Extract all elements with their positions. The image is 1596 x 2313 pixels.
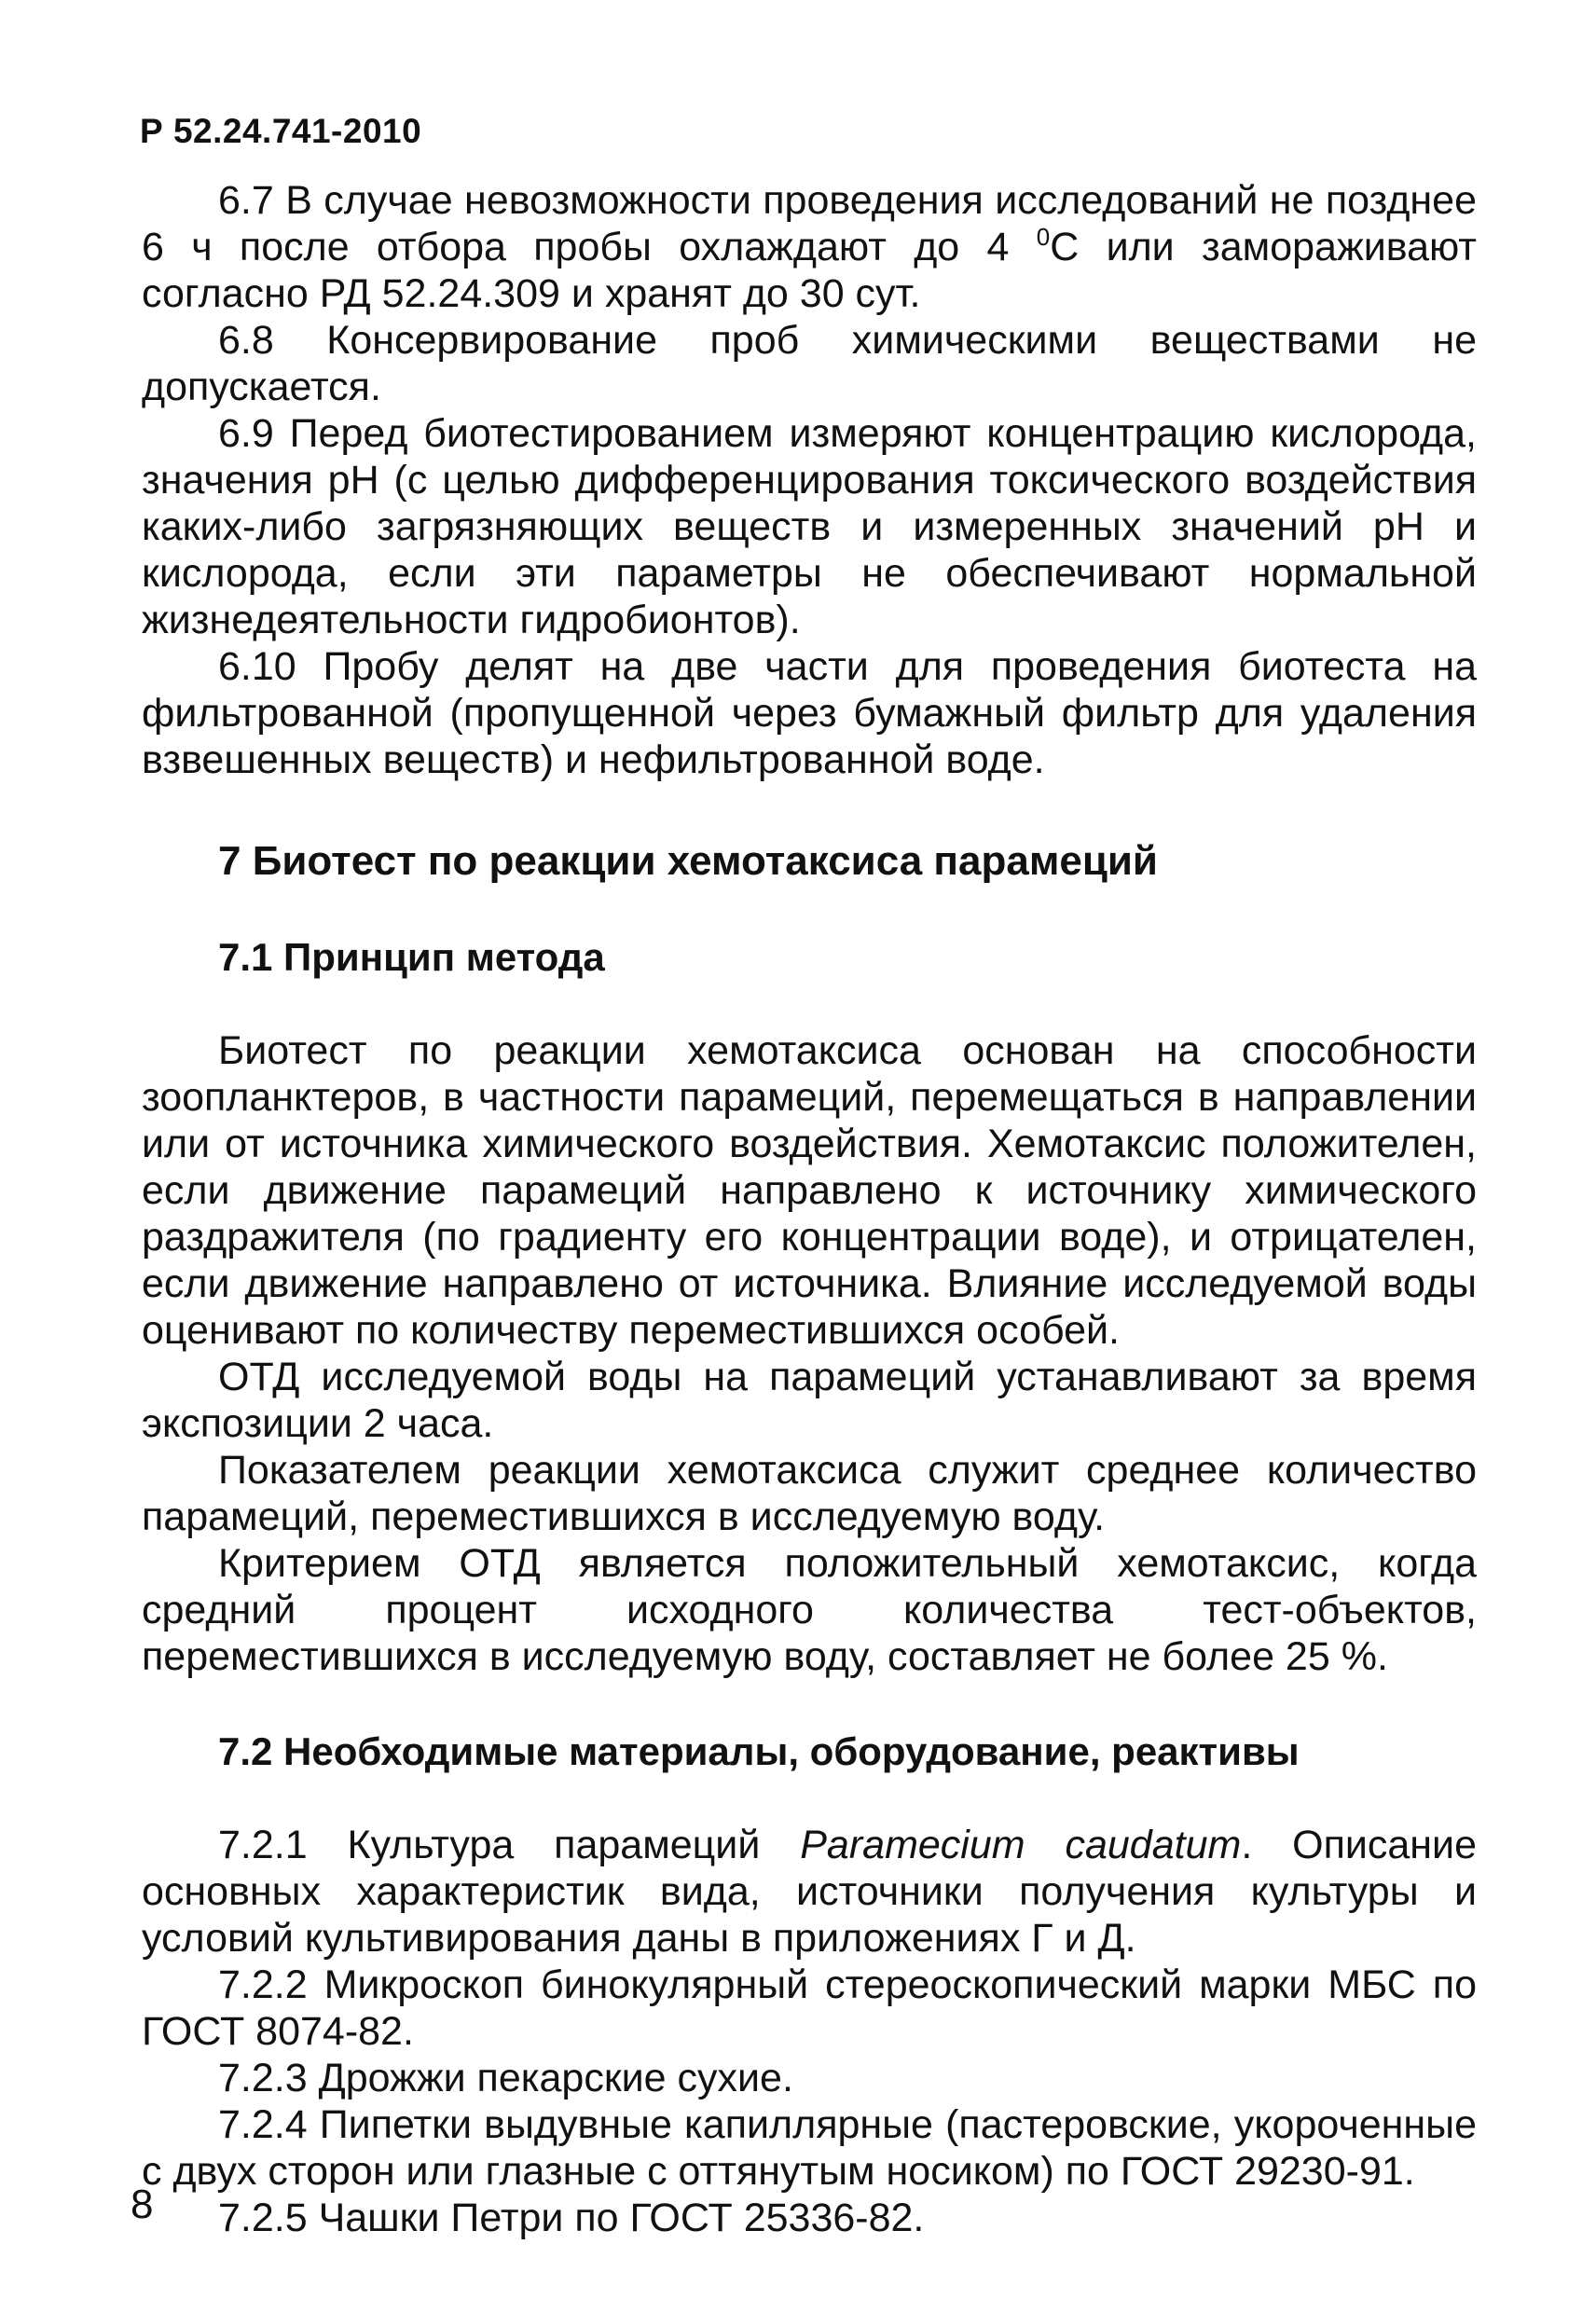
- document-code-header: Р 52.24.741-2010: [140, 112, 422, 150]
- paragraph-7-1-indicator: Показателем реакции хемотаксиса служит среднее количество парамеций, переместившихся в исследуемую воду.: [142, 1448, 1477, 1539]
- paragraph-7-1-exposure: ОТД исследуемой воды на парамеций устанавливают за время экспозиции 2 часа.: [142, 1355, 1477, 1446]
- paragraph-6-7-text-a: 6.7 В случае невозможности проведения исследований не позднее 6 ч после отбора пробы охлаждают до 4: [142, 178, 1477, 269]
- page-content: [142, 177, 1477, 2241]
- paragraph-7-1-principle: Биотест по реакции хемотаксиса основан на способности зоопланктеров, в частности парамеций, перемещаться в направлении или от источника химического воздействия. Хемотаксис положителен, если движение парамеций направлено к источнику химического раздражителя (по градиенту его концентрации воде), и отрицателен, если движение направлено от источника. Влияние исследуемой воды оценивают по количеству переместившихся особей.: [142, 1028, 1477, 1353]
- item-7-2-2: 7.2.2 Микроскоп бинокулярный стереоскопический марки МБС по ГОСТ 8074-82.: [142, 1962, 1477, 2054]
- item-7-2-1: [142, 1822, 1477, 1962]
- section-7-heading: 7 Биотест по реакции хемотаксиса парамеций: [218, 838, 1158, 884]
- item-7-2-1-text-b: . Описание основных характеристик вида, источники получения культуры и условий культивирования даны в приложениях Г и Д.: [142, 1823, 1477, 1961]
- degree-superscript: 0: [1036, 223, 1051, 251]
- page-number: 8: [131, 2182, 154, 2227]
- species-name-italic: Paramecium caudatum: [800, 1823, 1242, 1867]
- paragraph-6-10: 6.10 Пробу делят на две части для проведения биотеста на фильтрованной (пропущенной через бумажный фильтр для удаления взвешенных веществ) и нефильтрованной воде.: [142, 644, 1477, 782]
- item-7-2-5: 7.2.5 Чашки Петри по ГОСТ 25336-82.: [218, 2196, 925, 2240]
- paragraph-6-8: 6.8 Консервирование проб химическими веществами не допускается.: [142, 318, 1477, 409]
- section-7-1-heading: 7.1 Принцип метода: [218, 935, 605, 979]
- section-7-2-heading: 7.2 Необходимые материалы, оборудование, реактивы: [218, 1729, 1300, 1773]
- paragraph-6-7-text-b: С или замораживают согласно РД 52.24.309 и хранят до 30 сут.: [142, 225, 1477, 316]
- paragraph-6-9: 6.9 Перед биотестированием измеряют концентрацию кислорода, значения рН (с целью дифференцирования токсического воздействия каких-либо загрязняющих веществ и измеренных значений рН и кислорода, если эти параметры не обеспечивают нормальной жизнедеятельности гидробионтов).: [142, 411, 1477, 642]
- paragraph-7-1-criterion: Критерием ОТД является положительный хемотаксис, когда средний процент исходного количества тест-объектов, переместившихся в исследуемую воду, составляет не более 25 %.: [142, 1541, 1477, 1679]
- item-7-2-1-text-a: 7.2.1 Культура парамеций: [218, 1823, 801, 1867]
- item-7-2-4: 7.2.4 Пипетки выдувные капиллярные (пастеровские, укороченные с двух сторон или глазные с оттянутым носиком) по ГОСТ 29230-91.: [142, 2102, 1477, 2194]
- item-7-2-3: 7.2.3 Дрожжи пекарские сухие.: [218, 2056, 793, 2100]
- paragraph-6-7: [142, 177, 1477, 317]
